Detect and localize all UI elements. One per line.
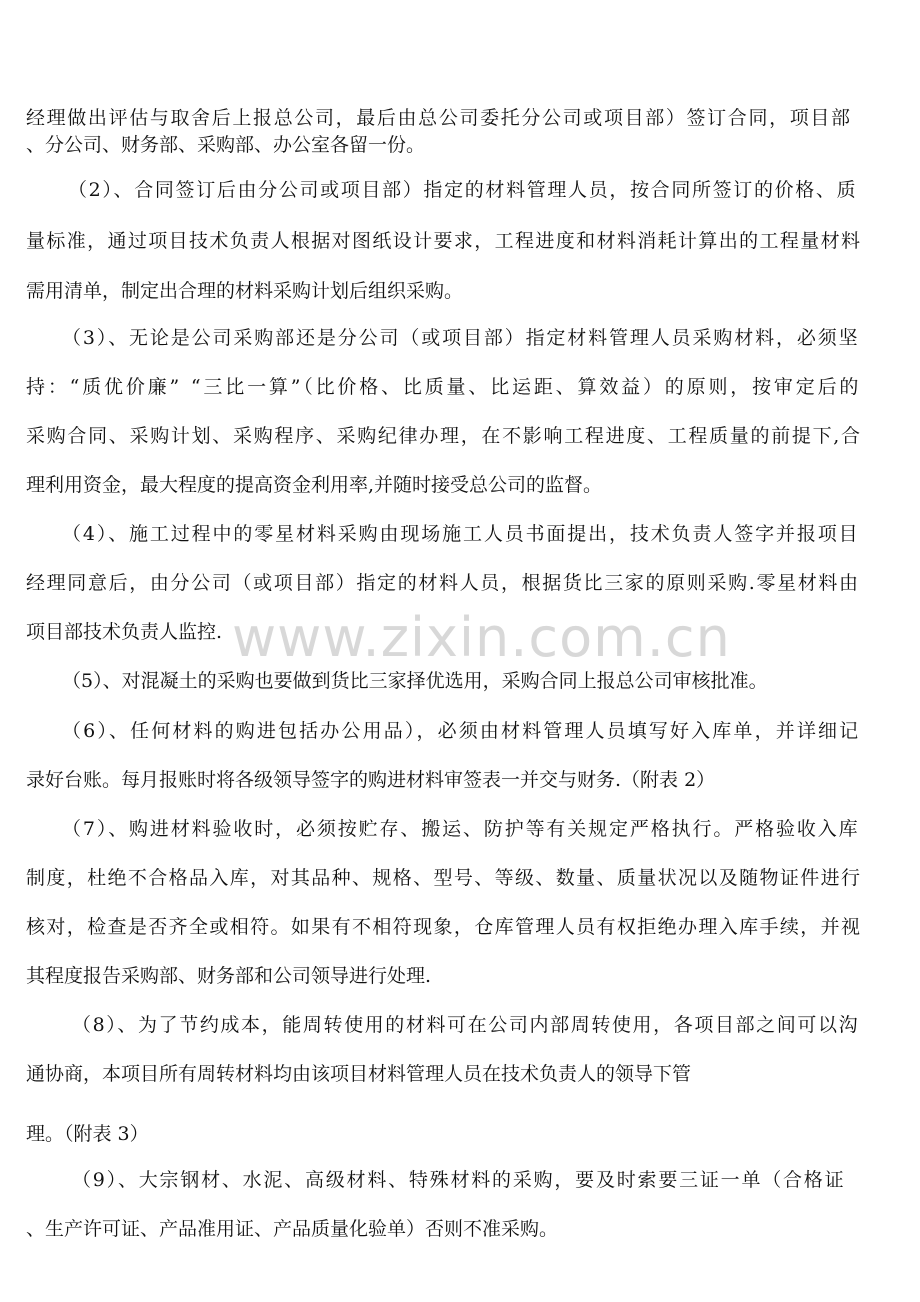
text-line: （7）、购进材料验收时，必须按贮存、搬运、防护等有关规定严格执行。严格验收入库 xyxy=(62,818,860,840)
text-line: 、分公司、财务部、采购部、办公室各留一份。 xyxy=(26,134,426,156)
text-line: 经理做出评估与取舍后上报总公司，最后由总公司委托分公司或项目部）签订合同，项目部 xyxy=(26,107,852,129)
text-line: 录好台账。每月报账时将各级领导签字的购进材料审签表一并交与财务.（附表 2） xyxy=(26,769,716,791)
text-line: 通协商，本项目所有周转材料均由该项目材料管理人员在技术负责人的领导下管 xyxy=(26,1063,692,1085)
text-line: （3）、无论是公司采购部还是分公司（或项目部）指定材料管理人员采购材料，必须坚 xyxy=(62,327,860,349)
text-line: （8）、为了节约成本，能周转使用的材料可在公司内部周转使用，各项目部之间可以沟 xyxy=(72,1014,860,1036)
text-line: 、生产许可证、产品准用证、产品质量化验单）否则不准采购。 xyxy=(26,1218,559,1240)
text-line: （2）、合同签订后由分公司或项目部）指定的材料管理人员，按合同所签订的价格、质 xyxy=(68,179,858,201)
text-line: 需用清单，制定出合理的材料采购计划后组织采购。 xyxy=(26,280,464,302)
text-line: 项目部技术负责人监控. xyxy=(26,621,223,643)
text-line: 持：“质优价廉” “三比一算”（比价格、比质量、比运距、算效益）的原则，按审定后的 xyxy=(26,376,862,398)
text-line: （5）、对混凝土的采购也要做到货比三家择优选用，采购合同上报总公司审核批准。 xyxy=(62,670,768,692)
watermark: www.zixin.com.cn xyxy=(232,606,731,669)
text-line: （9）、大宗钢材、水泥、高级材料、特殊材料的采购，要及时索要三证一单（合格证 xyxy=(72,1169,846,1191)
text-line: 采购合同、采购计划、采购程序、采购纪律办理，在不影响工程进度、工程质量的前提下,合 xyxy=(26,425,862,447)
text-line: 理。（附表 3） xyxy=(26,1123,149,1145)
text-line: （4）、施工过程中的零星材料采购由现场施工人员书面提出，技术负责人签字并报项目 xyxy=(62,523,860,545)
text-line: 核对，检查是否齐全或相符。如果有不相符现象，仓库管理人员有权拒绝办理入库手续，并视 xyxy=(26,916,862,938)
text-line: 理利用资金，最大程度的提高资金利用率,并随时接受总公司的监督。 xyxy=(26,474,603,496)
text-line: 制度，杜绝不合格品入库，对其品种、规格、型号、等级、数量、质量状况以及随物证件进行 xyxy=(26,867,862,889)
text-line: 其程度报告采购部、财务部和公司领导进行处理. xyxy=(26,965,432,987)
text-line: 经理同意后，由分公司（或项目部）指定的材料人员，根据货比三家的原则采购.零星材料由 xyxy=(26,572,860,594)
text-line: （6）、任何材料的购进包括办公用品），必须由材料管理人员填写好入库单，并详细记 xyxy=(62,720,861,742)
text-line: 量标准，通过项目技术负责人根据对图纸设计要求，工程进度和材料消耗计算出的工程量材料 xyxy=(26,230,862,252)
